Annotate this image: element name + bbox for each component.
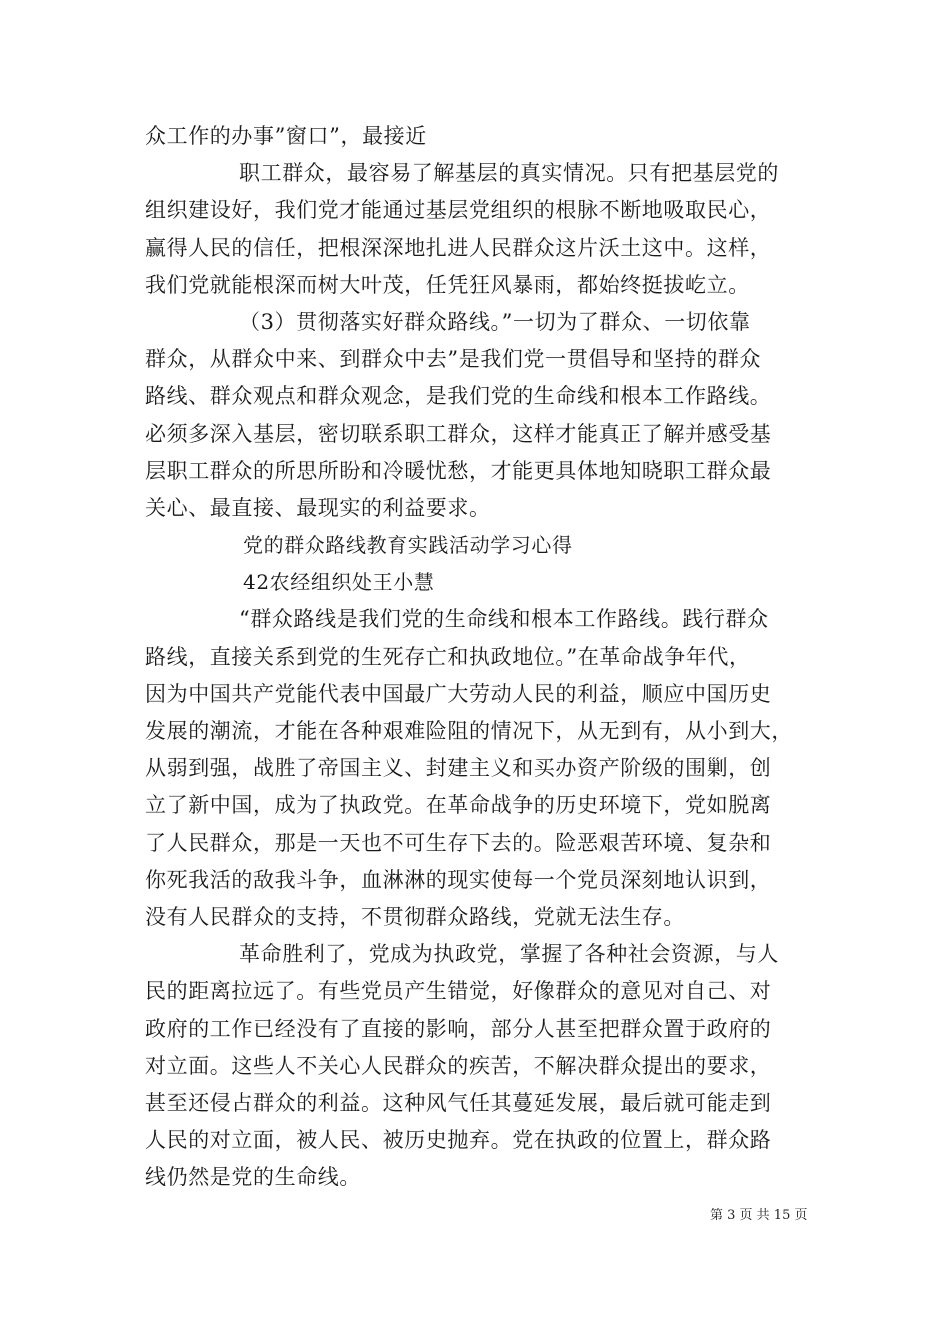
text-line: 民的距离拉远了。有些党员产生错觉，好像群众的意见对自己、对 bbox=[145, 979, 772, 1004]
text-line: 立了新中国，成为了执政党。在革命战争的历史环境下，党如脱离 bbox=[145, 793, 772, 818]
text-line: 甚至还侵占群众的利益。这种风气任其蔓延发展，最后就可能走到 bbox=[145, 1090, 772, 1115]
text-line: 从弱到强，战胜了帝国主义、封建主义和买办资产阶级的围剿，创 bbox=[145, 756, 772, 781]
text-line: 没有人民群众的支持，不贯彻群众路线，党就无法生存。 bbox=[145, 904, 685, 929]
text-line: （3）贯彻落实好群众路线。”一切为了群众、一切依靠 bbox=[239, 309, 751, 334]
section-title: 党的群众路线教育实践活动学习心得 bbox=[243, 533, 573, 558]
page-number-footer: 第 3 页 共 15 页 bbox=[710, 1208, 808, 1223]
text-line: 层职工群众的所思所盼和冷暖忧愁，才能更具体地知晓职工群众最 bbox=[145, 458, 772, 483]
text-line: 赢得人民的信任，把根深深地扎进人民群众这片沃土这中。这样， bbox=[145, 235, 772, 260]
text-line: 我们党就能根深而树大叶茂，任凭狂风暴雨，都始终挺拔屹立。 bbox=[145, 272, 750, 297]
text-line: 革命胜利了，党成为执政党，掌握了各种社会资源，与人 bbox=[239, 942, 779, 967]
text-line: 必须多深入基层，密切联系职工群众，这样才能真正了解并感受基 bbox=[145, 421, 772, 446]
text-line: 政府的工作已经没有了直接的影响，部分人甚至把群众置于政府的 bbox=[145, 1016, 772, 1041]
text-line: 路线，直接关系到党的生死存亡和执政地位。”在革命战争年代， bbox=[145, 644, 751, 669]
text-line: 你死我活的敌我斗争，血淋淋的现实使每一个党员深刻地认识到， bbox=[145, 867, 772, 892]
text-line: 了人民群众，那是一天也不可生存下去的。险恶艰苦环境、复杂和 bbox=[145, 830, 772, 855]
text-line: 众工作的办事”窗口”，最接近 bbox=[145, 124, 427, 148]
text-line: 路线、群众观点和群众观念，是我们党的生命线和根本工作路线。 bbox=[145, 384, 772, 409]
text-line: 人民的对立面，被人民、被历史抛弃。党在执政的位置上，群众路 bbox=[145, 1128, 772, 1153]
text-line: 职工群众，最容易了解基层的真实情况。只有把基层党的 bbox=[239, 161, 779, 186]
text-line: 群众，从群众中来、到群众中去”是我们党一贯倡导和坚持的群众 bbox=[145, 347, 762, 372]
text-line: 关心、最直接、最现实的利益要求。 bbox=[145, 495, 491, 520]
text-line: 对立面。这些人不关心人民群众的疾苦，不解决群众提出的要求， bbox=[145, 1053, 772, 1078]
author-line: 42农经组织处王小慧 bbox=[243, 570, 435, 595]
text-line: 发展的潮流，才能在各种艰难险阻的情况下，从无到有，从小到大， bbox=[145, 719, 793, 743]
document-body bbox=[145, 118, 815, 1196]
text-line: 线仍然是党的生命线。 bbox=[145, 1165, 361, 1190]
text-line: 因为中国共产党能代表中国最广大劳动人民的利益，顺应中国历史 bbox=[145, 681, 772, 706]
text-line: 组织建设好，我们党才能通过基层党组织的根脉不断地吸取民心， bbox=[145, 198, 772, 223]
text-line: “群众路线是我们党的生命线和根本工作路线。践行群众 bbox=[239, 607, 769, 632]
